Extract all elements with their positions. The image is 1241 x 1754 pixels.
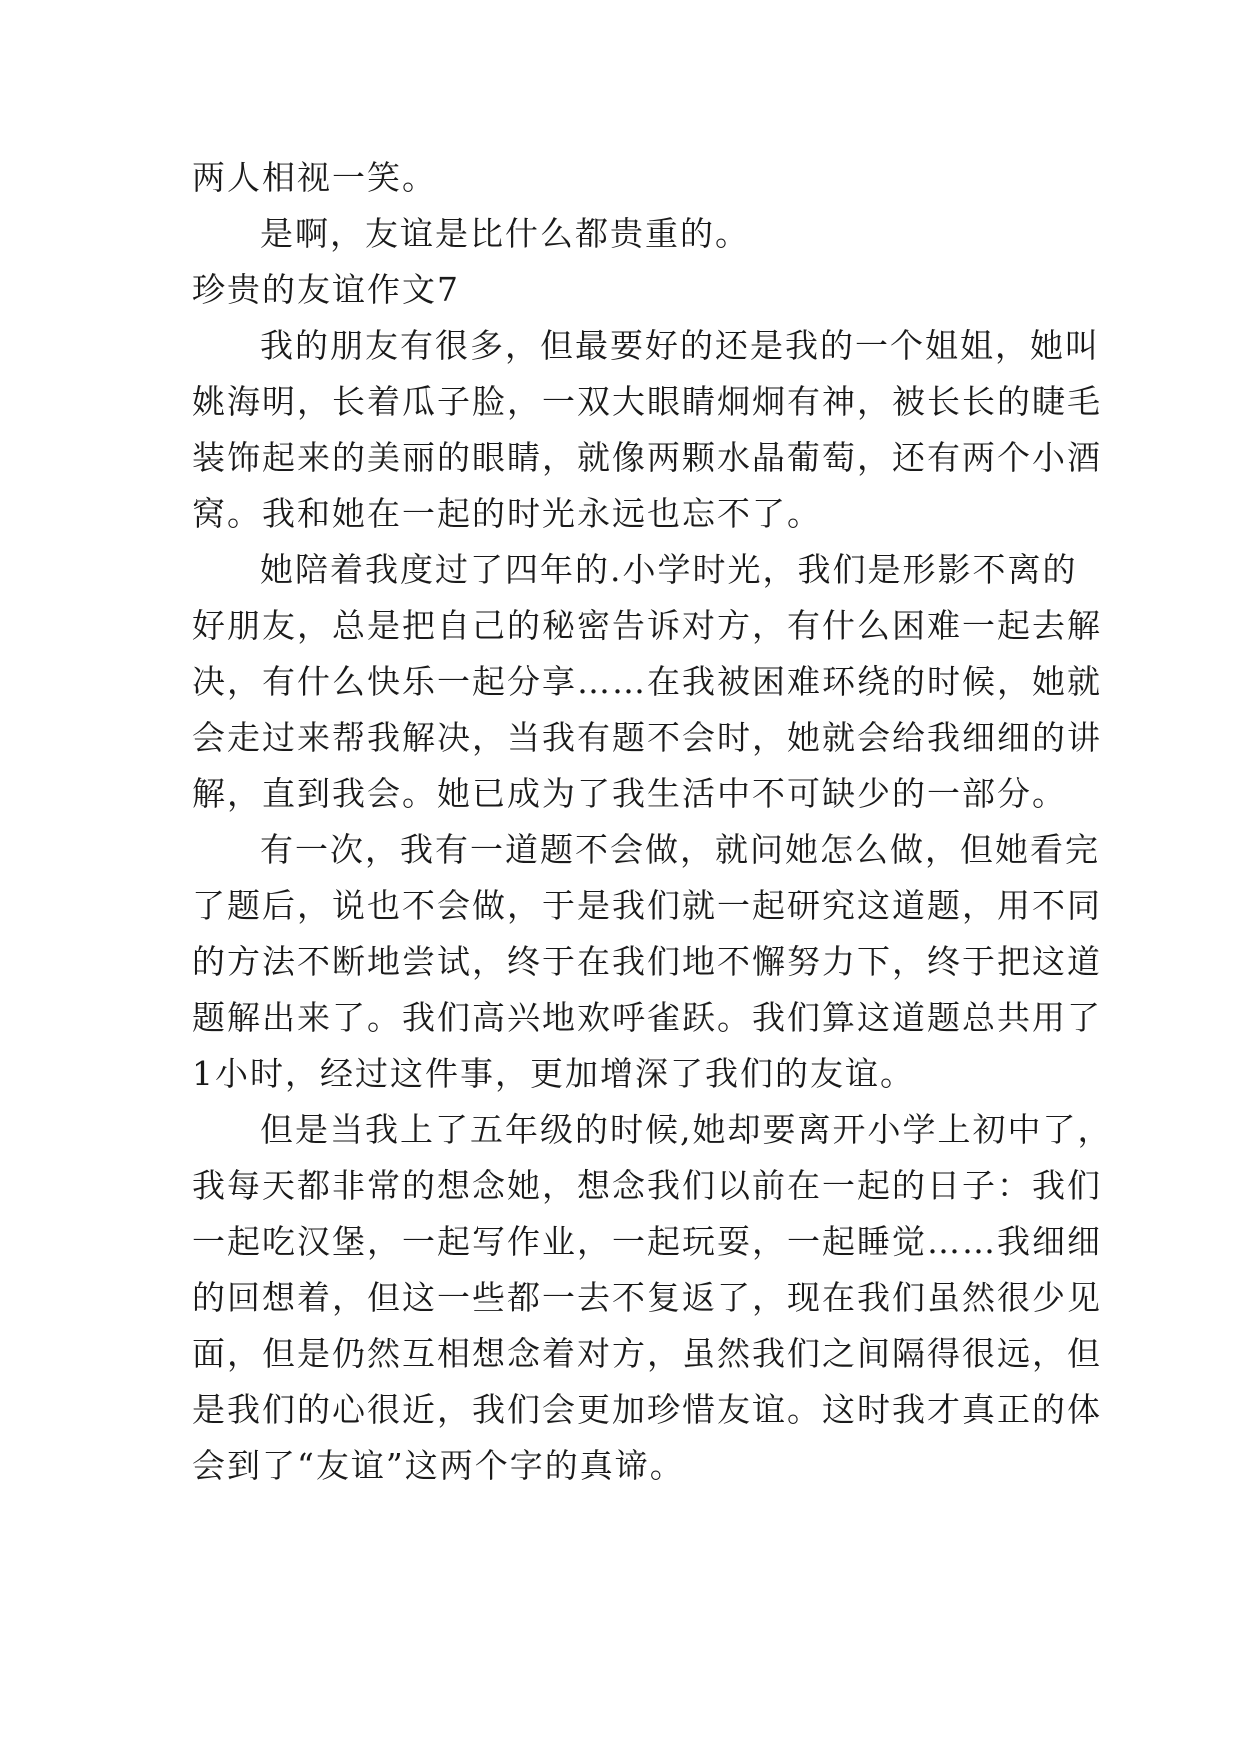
text-line: 两人相视一笑。 [192,158,437,197]
text-line: 题解出来了。我们高兴地欢呼雀跃。我们算这道题总共用了 [192,998,1102,1037]
text-line: 会到了“友谊”这两个字的真谛。 [192,1446,685,1485]
text-line: 好朋友，总是把自己的秘密告诉对方，有什么困难一起去解 [192,606,1102,645]
text-line: 了题后，说也不会做，于是我们就一起研究这道题，用不同 [192,886,1102,925]
text-line: 的方法不断地尝试，终于在我们地不懈努力下，终于把这道 [192,942,1102,981]
paragraph-2 [192,542,1102,822]
text-line: 决，有什么快乐一起分享……在我被困难环绕的时候，她就 [192,662,1102,701]
text-line: 窝。我和她在一起的时光永远也忘不了。 [192,494,822,533]
text-line: 我每天都非常的想念她，想念我们以前在一起的日子：我们 [192,1166,1102,1205]
text-line: 姚海明，长着瓜子脸，一双大眼睛炯炯有神，被长长的睫毛 [192,382,1102,421]
text-line: 一起吃汉堡，一起写作业，一起玩耍，一起睡觉……我细细 [192,1222,1102,1261]
paragraph-4 [192,1102,1113,1494]
essay-heading: 珍贵的友谊作文7 [192,270,460,309]
paragraph-3 [192,822,1102,1102]
text-line: 但是当我上了五年级的时候,她却要离开小学上初中了， [260,1110,1113,1149]
text-line: 有一次，我有一道题不会做，就问她怎么做，但她看完 [260,830,1100,869]
text-line: 是啊，友谊是比什么都贵重的。 [260,214,750,253]
text-line: 装饰起来的美丽的眼睛，就像两颗水晶葡萄，还有两个小酒 [192,438,1102,477]
text-line: 1小时，经过这件事，更加增深了我们的友谊。 [192,1054,915,1093]
text-line: 是我们的心很近，我们会更加珍惜友谊。这时我才真正的体 [192,1390,1102,1429]
text-line: 解，直到我会。她已成为了我生活中不可缺少的一部分。 [192,774,1067,813]
text-line: 我的朋友有很多，但最要好的还是我的一个姐姐，她叫 [260,326,1100,365]
paragraph-continued [192,150,1062,206]
paragraph-closing [192,206,1062,262]
text-line: 面，但是仍然互相想念着对方，虽然我们之间隔得很远，但 [192,1334,1102,1373]
document-body [192,150,1113,1494]
text-line: 的回想着，但这一些都一去不复返了，现在我们虽然很少见 [192,1278,1102,1317]
text-line: 她陪着我度过了四年的.小学时光，我们是形影不离的 [260,550,1078,589]
text-line: 会走过来帮我解决，当我有题不会时，她就会给我细细的讲 [192,718,1102,757]
paragraph-1 [192,318,1102,542]
